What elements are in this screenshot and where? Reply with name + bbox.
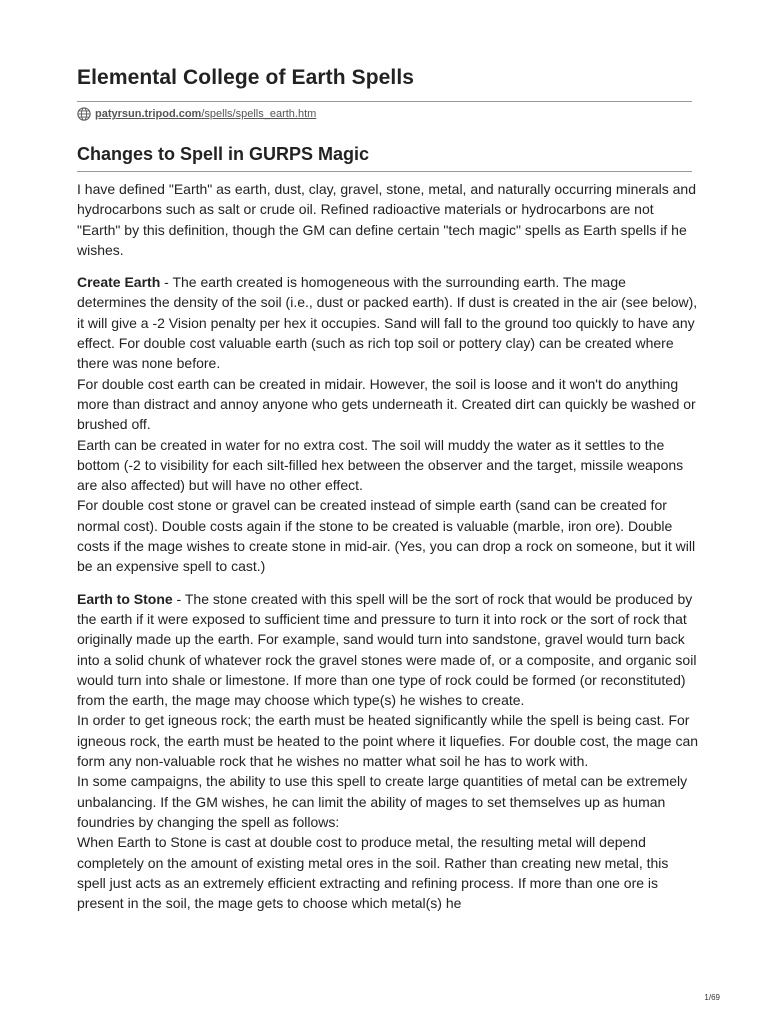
source-url-link[interactable] [95, 108, 316, 120]
create-earth-heading: Create Earth [77, 274, 161, 291]
create-earth-paragraph [77, 272, 699, 373]
source-domain: patyrsun.tripod.com [95, 108, 202, 120]
source-path-dir: /spells/ [201, 108, 236, 120]
article-body [77, 179, 699, 913]
create-earth-text: - The earth created is homogeneous with the surrounding earth. The mage determines the density of the soil (i.e., dust or packed earth). If dust is created in the air (see below), it will give a -2 Vision penalty per hex it occupies. Sand will fall to the ground too quickly to have any effect. For double cost valuable earth (such as rich top soil or pottery clay) can be created where there was none before. [77, 274, 698, 372]
page-title: Elemental College of Earth Spells [77, 66, 415, 89]
section-title: Changes to Spell in GURPS Magic [77, 144, 370, 164]
source-path-file: spells_earth.htm [235, 108, 317, 120]
metal-production-paragraph: When Earth to Stone is cast at double cost to produce metal, the resulting metal will depend completely on the amount of existing metal ores in the soil. Rather than creating new metal, this spell just acts as an extremely efficient extracting and refining process. If more than one ore is present in the soil, the mage gets to choose which metal(s) he [77, 834, 669, 912]
create-earth-midair-paragraph: For double cost earth can be created in midair. However, the soil is loose and it won't do anything more than distract and annoy anyone who gets underneath it. Created dirt can quickly be washed or brushed off. [77, 375, 696, 433]
earth-to-stone-text: - The stone created with this spell will be the sort of rock that would be produced by the earth if it were exposed to sufficient time and pressure to turn it into rock or the sort of rock that originally made up the earth. For example, sand would turn into sandstone, gravel would turn back into a solid chunk of whatever rock the gravel stones were made of, or a composite, and organic soil would turn into shale or limestone. If more than one type of rock could be formed (or reconstituted) from the earth, the mage may choose which type(s) he wishes to create. [77, 590, 697, 709]
campaign-balance-paragraph: In some campaigns, the ability to use this spell to create large quantities of metal can be extremely unbalancing. If the GM wishes, he can limit the ability of mages to set themselves up as human foundries by changing the spell as follows: [77, 773, 688, 830]
globe-icon [77, 107, 91, 121]
intro-paragraph: I have defined "Earth" as earth, dust, clay, gravel, stone, metal, and naturally occurring minerals and hydrocarbons such as salt or crude oil. Refined radioactive materials or hydrocarbons are not "Earth" by this definition, though the GM can define certain "tech magic" spells as Earth spells if he wishes. [77, 181, 697, 258]
earth-to-stone-paragraph [77, 589, 699, 711]
title-divider [77, 101, 692, 102]
igneous-rock-paragraph: In order to get igneous rock; the earth must be heated significantly while the spell is being cast. For igneous rock, the earth must be heated to the point where it liquefies. For double cost, the mage can form any non-valuable rock that he wishes no matter what soil he has to work with. [77, 712, 699, 770]
earth-to-stone-heading: Earth to Stone [77, 590, 173, 607]
create-earth-stone-paragraph: For double cost stone or gravel can be created instead of simple earth (sand can be created for normal cost). Double costs again if the stone to be created is valuable (marble, iron ore). Double costs if the mage wishes to create stone in mid-air. (Yes, you can drop a rock on someone, but it will be an expensive spell to cast.) [77, 497, 696, 575]
create-earth-water-paragraph: Earth can be created in water for no extra cost. The soil will muddy the water as it settles to the bottom (-2 to visibility for each silt-filled hex between the observer and the target, missile weapons are also affected) but will have no other effect. [77, 436, 684, 494]
source-link-row [77, 106, 316, 122]
section-divider [77, 171, 692, 172]
page-number: 1/69 [704, 993, 720, 1002]
